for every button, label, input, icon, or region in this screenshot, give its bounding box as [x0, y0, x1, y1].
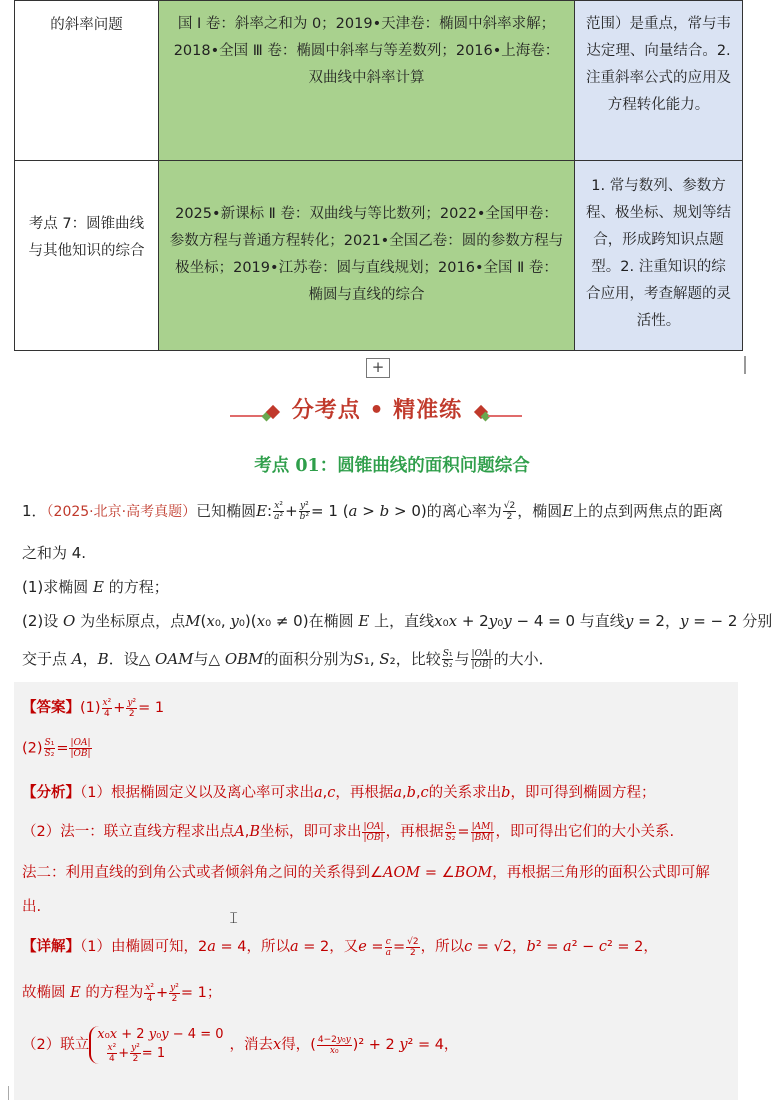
question-line-1: 1．（2025·北京·高考真题）已知椭圆E: $\frac{\text{x²}}{\text{a²}}$ + $\frac{\text{y²}}{\text{b²}}$ = 1 (a > b > 0)的离心率为 $\frac{√2}{2}$ ，椭圆E上的点到两焦点的距离: [22, 501, 724, 522]
add-row-button[interactable]: +: [366, 358, 390, 378]
exams-cell: 国 Ⅰ 卷：斜率之和为 0；2019•天津卷：椭圆中斜率求解；2018•全国 Ⅲ 卷：椭圆中斜率与等差数列；2016•上海卷：双曲线中斜率计算: [159, 1, 575, 161]
topic-cell: 考点 7：圆锥曲线与其他知识的综合: [15, 161, 159, 351]
equation-system: x₀x + 2 y₀y − 4 = 0 $\frac{\text{x²}}{4}$ + $\frac{\text{y²}}{2}$ = 1: [89, 1026, 229, 1064]
table-row: [15, 1, 743, 161]
banner-line-right: [488, 415, 522, 417]
exam-analysis-table: [14, 0, 743, 351]
question-part-2: (2)设 O 为坐标原点，点M(x₀, y₀)(x₀ ≠ 0)在椭圆 E 上，直线x₀x + 2y₀y − 4 = 0 与直线y = 2，y = − 2 分别: [22, 612, 773, 630]
question-part-1: (1)求椭圆 E 的方程；: [22, 578, 169, 596]
column-edge-marker: [744, 356, 750, 374]
analysis-line-3: 法二：利用直线的到角公式或者倾斜角之间的关系得到∠AOM = ∠BOM，再根据三角形的面积公式即可解: [22, 865, 710, 881]
page-edge-marker: [0, 1086, 9, 1100]
topic-cell: 的斜率问题: [15, 1, 159, 161]
advice-cell: 范围）是重点，常与韦达定理、向量结合。2. 注重斜率公式的应用及方程转化能力。: [575, 1, 743, 161]
table-row: [15, 161, 743, 351]
answer-line-2: (2) $\frac{\text{S₁}}{\text{S₂}}$ = $\frac{|OA|}{|OB|}$: [22, 738, 91, 759]
answer-line-1: 【答案】(1) $\frac{\text{x²}}{4}$ + $\frac{\text{y²}}{2}$ = 1: [22, 697, 165, 719]
analysis-line-1: 【分析】（1）根据椭圆定义以及离心率可求出a,c，再根据a,b,c的关系求出b，即可得到椭圆方程；: [22, 785, 656, 801]
text-cursor-icon: 𝙸: [228, 908, 240, 927]
banner-title: 分考点 • 精准练: [291, 398, 463, 423]
question-line-2: 之和为 4.: [22, 544, 87, 562]
advice-cell: 1. 常与数列、参数方程、极坐标、规划等结合，形成跨知识点题型。2. 注重知识的综合应用，考查解题的灵活性。: [575, 161, 743, 351]
question-source: （2025·北京·高考真题）: [46, 504, 197, 520]
detail-line-3: （2）联立x₀x + 2 y₀y − 4 = 0 $\frac{\text{x²}}{4}$ + $\frac{\text{y²}}{2}$ = 1，消去x得，( $\frac{\text{4−2y₀y}}{\text{x₀}}$ )² + 2 y² = 4，: [22, 1027, 459, 1064]
analysis-line-2: （2）法一：联立直线方程求出点A,B坐标，即可求出 $\frac{|OA|}{|OB|}$ ，再根据 $\frac{\text{S₁}}{\text{S₂}}$ = $\frac{|AM|}{|BM|}$ ，即可得出它们的大小关系.: [22, 821, 675, 843]
question-part-2-cont: 交于点 A，B．设△ OAM与△ OBM的面积分别为S₁, S₂，比较 $\frac{\text{S₁}}{\text{S₂}}$ 与 $\frac{|OA|}{|OB|}$ 的大小．: [22, 649, 554, 670]
detail-line-2: 故椭圆 E 的方程为 $\frac{\text{x²}}{4}$ + $\frac{\text{y²}}{2}$ = 1；: [22, 982, 222, 1004]
section-title: 考点 01：圆锥曲线的面积问题综合: [254, 456, 530, 476]
exams-cell: 2025•新课标 Ⅱ 卷：双曲线与等比数列；2022•全国甲卷：参数方程与普通方程转化；2021•全国乙卷：圆的参数方程与极坐标；2019•江苏卷：圆与直线规划；2016•全国 Ⅱ 卷：椭圆与直线的综合: [159, 161, 575, 351]
analysis-line-4: 出.: [22, 899, 42, 915]
detail-line-1: 【详解】（1）由椭圆可知，2a = 4，所以a = 2，又e = $\frac{c}{a}$ = $\frac{√2}{2}$ ，所以c = √2，b² = a² − c² = 2，: [22, 936, 658, 958]
